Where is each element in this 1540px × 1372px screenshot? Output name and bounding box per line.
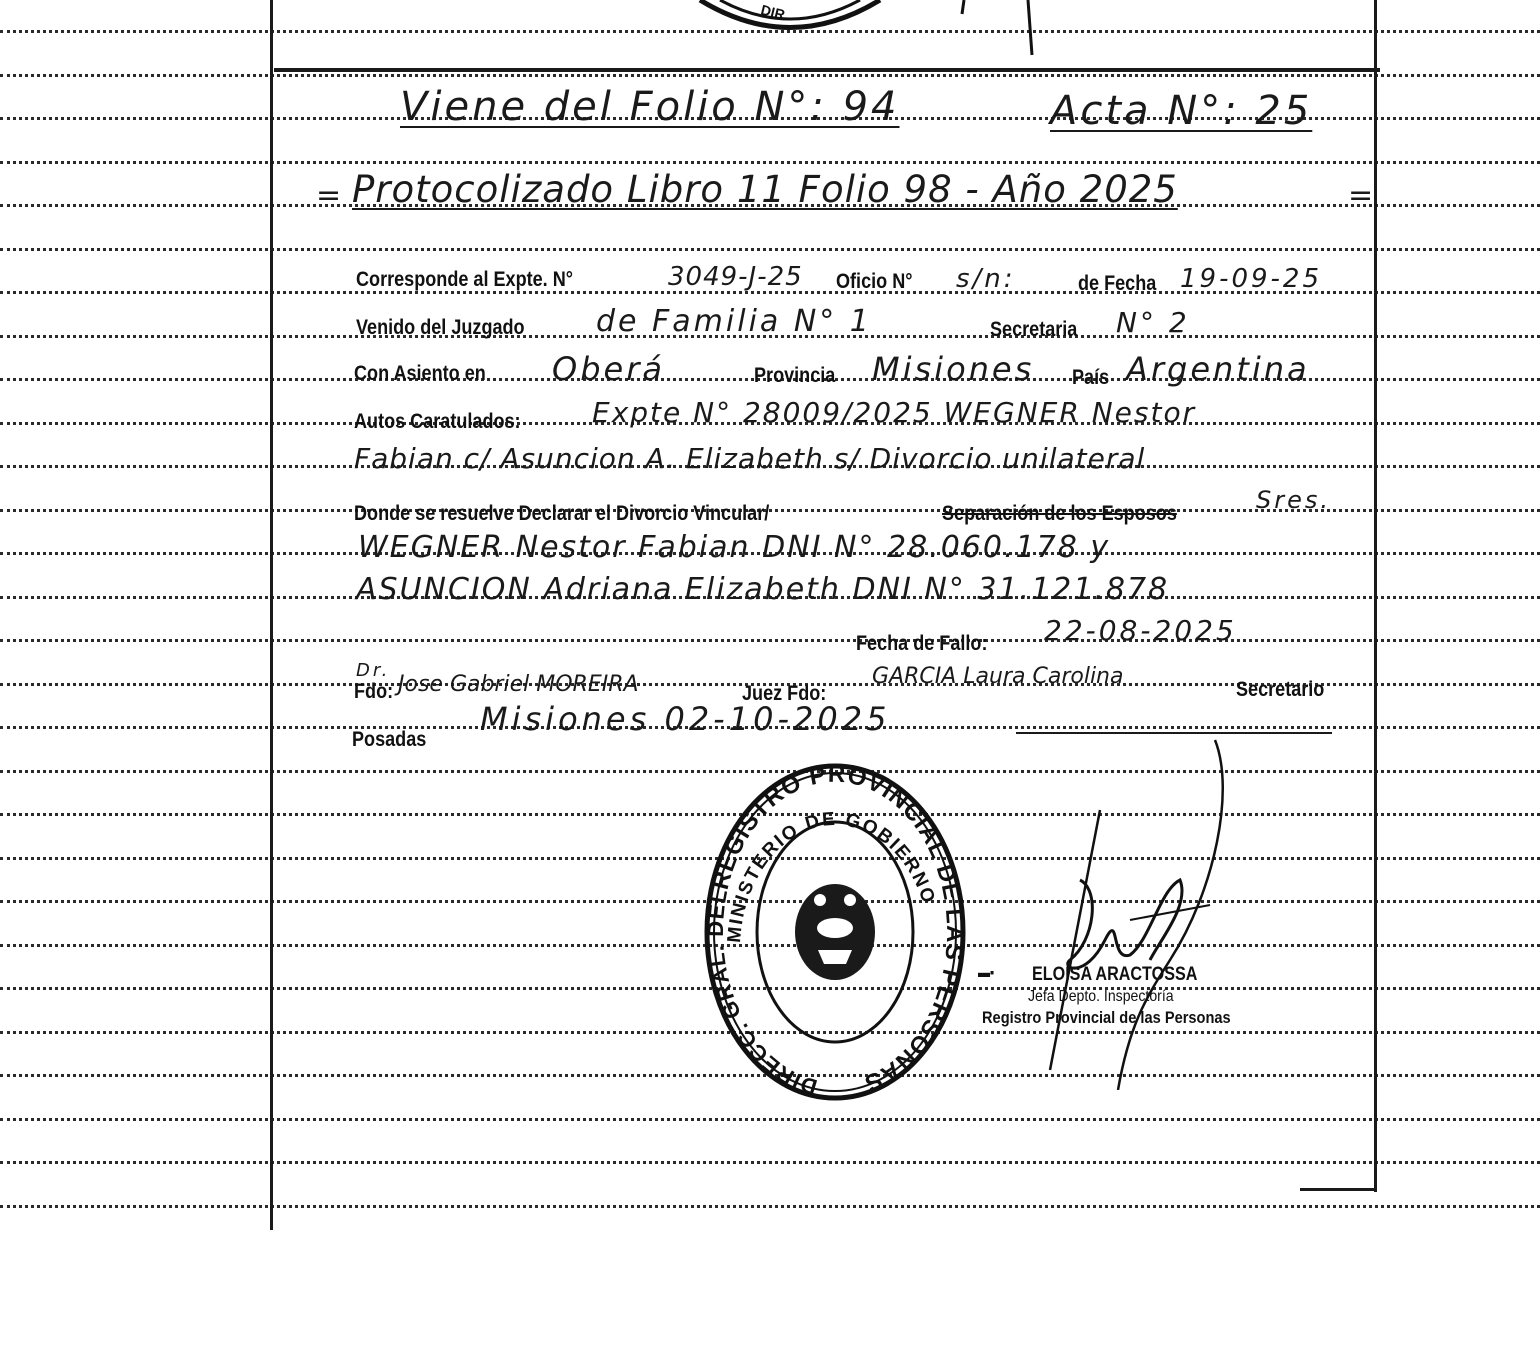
- stamp-outer-bottom: DIRECC. GRAL. DEL: [702, 886, 820, 1100]
- viene-del-folio: Viene del Folio N°: 94: [400, 84, 900, 130]
- expte-label: Corresponde al Expte. N°: [356, 268, 573, 291]
- stamp-inner-text: MINISTERIO DE GOBIERNO: [723, 808, 940, 944]
- official-name: ELOISA ARACTOSSA: [1032, 964, 1198, 985]
- top-signature-stroke: [950, 0, 1070, 60]
- fallo-label: Fecha de Fallo:: [856, 632, 988, 655]
- coat-of-arms-icon: [795, 884, 875, 980]
- official-title: Jefa Depto. Inspectoría: [1028, 988, 1174, 1005]
- bottom-frame-line: [1300, 1188, 1376, 1191]
- ruled-line: [0, 74, 1540, 77]
- official-stamp: [700, 760, 970, 1110]
- ruled-line: [0, 1161, 1540, 1164]
- conyuge-2: ASUNCION Adriana Elizabeth DNI N° 31.121.878: [356, 572, 1170, 607]
- dr-value: Dr.: [356, 660, 391, 681]
- posadas-value: Misiones 02-10-2025: [480, 700, 891, 738]
- pais-label: País: [1072, 366, 1110, 389]
- provincia-value: Misiones: [872, 350, 1035, 388]
- oficio-value: s/n:: [956, 264, 1016, 294]
- divorcio-label: Donde se resuelve Declarar el Divorcio Vincular/: [354, 502, 770, 525]
- secretario-label: Secretario: [1236, 678, 1325, 701]
- provincia-label: Provincia: [754, 364, 836, 387]
- secretaria-value: N° 2: [1116, 306, 1190, 339]
- protocolizado-line: Protocolizado Libro 11 Folio 98 - Año 2025: [352, 168, 1178, 211]
- header-separator-line: [274, 68, 1380, 72]
- fdo-label: Fdo:: [354, 680, 394, 703]
- pais-value: Argentina: [1126, 350, 1310, 388]
- juez-label: Juez Fdo:: [742, 682, 827, 705]
- venido-value: de Familia N° 1: [596, 304, 872, 339]
- signature-prefix-mark: ▬▪: [978, 964, 995, 980]
- top-stamp-fragment: [690, 0, 910, 50]
- acta-number: Acta N°: 25: [1050, 88, 1313, 134]
- donde-value: Sres.: [1256, 486, 1331, 514]
- fecha-value: 19-09-25: [1180, 264, 1323, 294]
- secretario-name: GARCIA Laura Carolina: [872, 664, 1124, 689]
- secretaria-label: Secretaria: [990, 318, 1078, 341]
- stamp-outer-text: REGISTRO PROVINCIAL DE LAS PERSONAS: [706, 760, 969, 1098]
- ruled-line: [0, 1118, 1540, 1121]
- oficio-label: Oficio N°: [836, 270, 913, 293]
- ruled-line: [0, 248, 1540, 251]
- ruled-line: [0, 1205, 1540, 1208]
- asiento-value: Oberá: [552, 350, 665, 388]
- official-office: Registro Provincial de las Personas: [982, 1008, 1231, 1027]
- juez-name: Jose Gabriel MOREIRA: [398, 672, 639, 697]
- ruled-line: [0, 161, 1540, 164]
- protocolizado-prefix: =: [316, 178, 345, 213]
- asiento-label: Con Asiento en: [354, 362, 486, 385]
- ruled-line: [0, 639, 1540, 642]
- left-margin-line: [270, 0, 273, 1230]
- separacion-label: Separación de los Esposos: [942, 502, 1177, 525]
- fecha-label: de Fecha: [1078, 272, 1157, 295]
- handwritten-signature: [1010, 730, 1250, 1090]
- posadas-label: Posadas: [352, 728, 427, 751]
- top-stamp-text: DIR: [759, 1, 787, 23]
- autos-value-line1: Expte N° 28009/2025 WEGNER Nestor: [592, 396, 1197, 429]
- autos-value-line2: Fabian c/ Asuncion A. Elizabeth s/ Divorcio unilateral: [354, 442, 1146, 475]
- protocolizado-suffix: =: [1348, 178, 1377, 213]
- conyuge-1: WEGNER Nestor Fabian DNI N° 28.060.178 y: [358, 530, 1111, 565]
- autos-label: Autos Caratulados:: [354, 410, 521, 433]
- expte-value: 3049-J-25: [668, 262, 803, 292]
- venido-label: Venido del Juzgado: [356, 316, 525, 339]
- fallo-value: 22-08-2025: [1044, 614, 1237, 647]
